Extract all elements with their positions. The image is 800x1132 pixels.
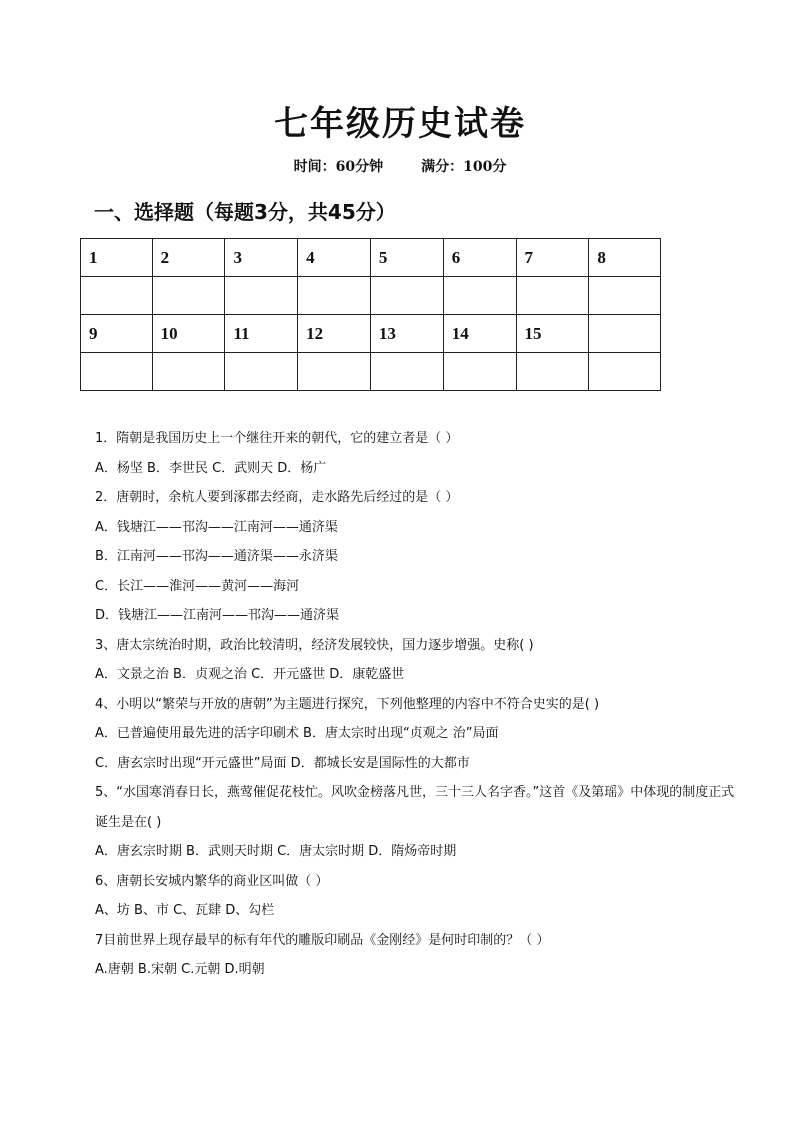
question-option: A．已普遍使用最先进的活字印刷术 B．唐太宗时出现“贞观之 治”局面: [95, 726, 499, 741]
answer-blank[interactable]: [81, 277, 153, 315]
answer-cell: 8: [589, 239, 661, 277]
question-option: A．杨坚 B．李世民 C．武则天 D．杨广: [95, 460, 327, 476]
answer-blank[interactable]: [298, 353, 371, 391]
answer-table-row: [81, 353, 661, 391]
answer-blank[interactable]: [81, 353, 153, 391]
question-stem: 4、小明以“繁荣与开放的唐朝”为主题进行探究，下列他整理的内容中不符合史实的是( ): [95, 696, 600, 712]
question-option: C．长江——淮河——黄河——海河: [95, 578, 300, 594]
exam-time: 时间：60分钟: [293, 159, 384, 175]
answer-cell: 5: [370, 239, 443, 277]
exam-meta: [0, 156, 800, 176]
question-stem: 2．唐朝时，余杭人要到涿郡去经商，走水路先后经过的是（ ）: [95, 490, 459, 505]
answer-cell: 2: [152, 239, 225, 277]
answer-cell: 12: [298, 315, 371, 353]
answer-blank[interactable]: [589, 353, 661, 391]
question-stem: 7目前世界上现存最早的标有年代的雕版印刷品《金刚经》是何时印制的？（ ）: [95, 932, 550, 948]
answer-blank[interactable]: [225, 353, 298, 391]
answer-blank[interactable]: [516, 353, 589, 391]
question-option: A、坊 B、市 C、瓦肆 D、勾栏: [95, 903, 275, 918]
question-list: [95, 424, 735, 985]
question-option: C．唐玄宗时出现“开元盛世”局面 D．都城长安是国际性的大都市: [95, 755, 470, 771]
answer-cell: 13: [370, 315, 443, 353]
question-stem: 5、“水国寒消春日长，燕莺催促花枝忙。风吹金榜落凡世，三十三人名字香。”这首《及第瑶》中体现的制度正式诞生是在( ): [95, 785, 735, 830]
answer-blank[interactable]: [516, 277, 589, 315]
question-option: A．文景之治 B．贞观之治 C．开元盛世 D．康乾盛世: [95, 667, 405, 682]
answer-blank[interactable]: [225, 277, 298, 315]
answer-cell: [589, 315, 661, 353]
answer-table-row: [81, 277, 661, 315]
section-heading: 一、选择题（每题3分，共45分）: [94, 200, 396, 224]
answer-blank[interactable]: [298, 277, 371, 315]
answer-cell: 6: [443, 239, 516, 277]
answer-blank[interactable]: [152, 277, 225, 315]
answer-cell: 14: [443, 315, 516, 353]
answer-cell: 10: [152, 315, 225, 353]
answer-cell: 3: [225, 239, 298, 277]
question-option: A．唐玄宗时期 B．武则天时期 C．唐太宗时期 D．隋炀帝时期: [95, 844, 457, 859]
question-stem: 3、唐太宗统治时期，政治比较清明，经济发展较快，国力逐步增强。史称( ): [95, 637, 534, 653]
answer-cell: 15: [516, 315, 589, 353]
answer-table-row: [81, 239, 661, 277]
question-stem: 1．隋朝是我国历史上一个继往开来的朝代，它的建立者是（ ）: [95, 431, 459, 446]
answer-cell: 11: [225, 315, 298, 353]
answer-table: [80, 238, 661, 391]
question-option: A．钱塘江——邗沟——江南河——通济渠: [95, 519, 338, 535]
answer-table-row: [81, 315, 661, 353]
answer-blank[interactable]: [589, 277, 661, 315]
answer-blank[interactable]: [370, 277, 443, 315]
answer-cell: 1: [81, 239, 153, 277]
exam-title: 七年级历史试卷: [274, 104, 526, 144]
question-stem: 6、唐朝长安城内繁华的商业区叫做（ ）: [95, 873, 329, 889]
answer-blank[interactable]: [370, 353, 443, 391]
question-option: A.唐朝 B.宋朝 C.元朝 D.明朝: [95, 962, 265, 977]
answer-cell: 4: [298, 239, 371, 277]
exam-score: 满分：100分: [421, 159, 507, 175]
answer-blank[interactable]: [443, 353, 516, 391]
answer-cell: 7: [516, 239, 589, 277]
answer-blank[interactable]: [443, 277, 516, 315]
question-option: D．钱塘江——江南河——邗沟——通济渠: [95, 608, 340, 623]
question-option: B．江南河——邗沟——通济渠——永济渠: [95, 549, 338, 564]
answer-blank[interactable]: [152, 353, 225, 391]
answer-cell: 9: [81, 315, 153, 353]
